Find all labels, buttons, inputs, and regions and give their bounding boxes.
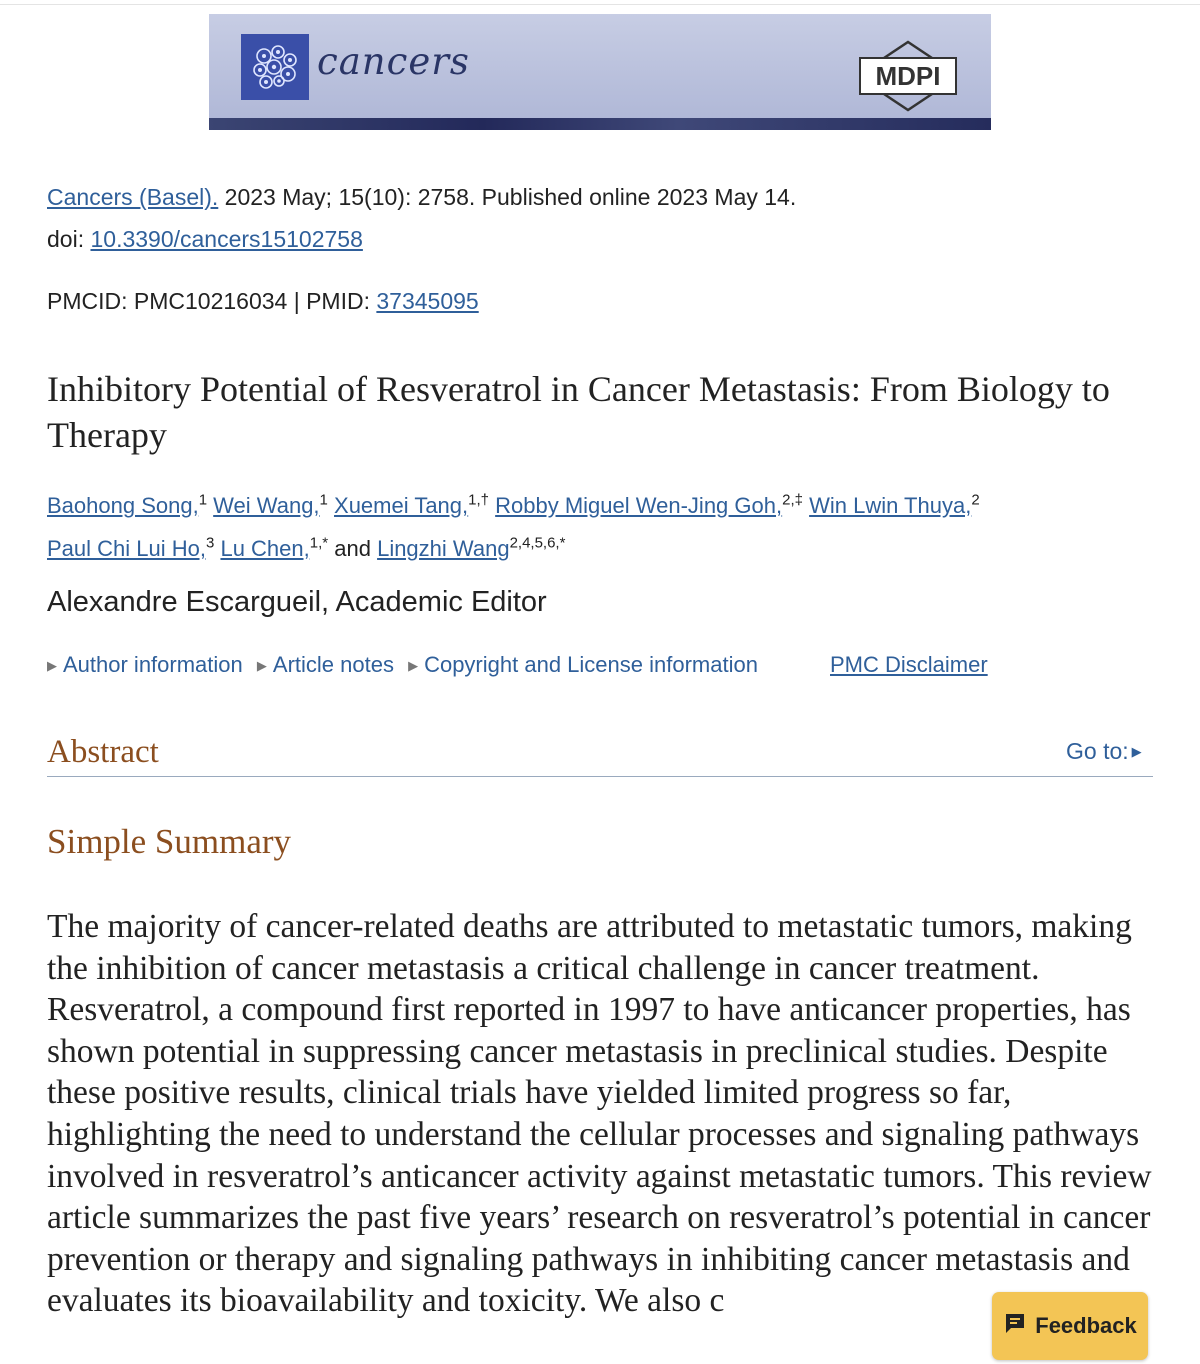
citation-line: [47, 184, 796, 211]
author-affiliation: 1: [319, 491, 328, 509]
pmid-link[interactable]: 37345095: [376, 288, 479, 314]
journal-name: cancers: [317, 40, 470, 83]
copyright-label: Copyright and License information: [424, 652, 758, 677]
author-link[interactable]: Baohong Song,: [47, 493, 199, 518]
article-title: Inhibitory Potential of Resveratrol in Cancer Metastasis: From Biology to Therapy: [47, 369, 1110, 455]
author-affiliation: 3: [205, 534, 215, 552]
author-link[interactable]: Win Lwin Thuya,: [809, 493, 972, 518]
author-affiliation: 2,4,5,6,*: [509, 534, 566, 552]
copyright-toggle[interactable]: [408, 652, 758, 677]
academic-editor: Alexandre Escargueil, Academic Editor: [47, 586, 547, 618]
abstract-divider: [47, 776, 1153, 777]
simple-summary-heading: Simple Summary: [47, 822, 292, 861]
abstract-heading: Abstract: [47, 734, 159, 770]
article-info-links: [47, 652, 988, 678]
feedback-label: Feedback: [1035, 1313, 1137, 1338]
doi-line: [47, 226, 363, 253]
goto-button[interactable]: [1066, 738, 1142, 765]
goto-label: Go to:: [1066, 738, 1129, 764]
pmc-disclaimer-link[interactable]: PMC Disclaimer: [830, 652, 988, 677]
journal-banner[interactable]: [209, 14, 991, 130]
top-divider: [0, 4, 1200, 5]
author-link[interactable]: Xuemei Tang,: [334, 493, 469, 518]
mdpi-logo: [854, 34, 962, 118]
author-link[interactable]: Wei Wang,: [213, 493, 320, 518]
and-word: and: [334, 536, 371, 561]
citation-details: 2023 May; 15(10): 2758. Published online 2023 May 14.: [218, 184, 797, 210]
banner-stripe: [209, 118, 991, 130]
simple-summary-text: The majority of cancer-related deaths are attributed to metastatic tumors, making the inhibition of cancer metastasis a critical challenge in cancer treatment. Resveratrol, a compound first reported in 1997 to have anticancer properties, has shown potential in suppressing cancer metastasis in preclinical studies. Despite these positive results, clinical trials have yielded limited progress so far, highlighting the need to understand the cellular processes and signaling pathways involved in resveratrol’s anticancer activity against metastatic tumors. This review article summarizes the past five years’ research on resveratrol’s potential in cancer prevention or therapy and signaling pathways in inhibiting cancer metastasis and evaluates its bioavailability and toxicity. We also c: [47, 908, 1152, 1320]
pmcid-line: [47, 288, 479, 315]
author-link[interactable]: Robby Miguel Wen-Jing Goh,: [495, 493, 783, 518]
triangle-right-icon: ▶: [408, 658, 419, 673]
author-information-label: Author information: [63, 652, 243, 677]
pmcid-label: PMCID: PMC10216034 | PMID:: [47, 288, 377, 314]
article-notes-toggle[interactable]: [257, 652, 394, 677]
author-affiliation: 1,*: [309, 534, 329, 552]
comment-icon: [1003, 1311, 1027, 1341]
triangle-right-icon: ▶: [1131, 744, 1142, 759]
feedback-button[interactable]: [992, 1292, 1148, 1360]
journal-link[interactable]: Cancers (Basel).: [47, 184, 219, 210]
doi-label: doi:: [47, 226, 91, 252]
triangle-right-icon: ▶: [47, 658, 57, 673]
author-affiliation: 2: [971, 491, 980, 509]
author-link[interactable]: Paul Chi Lui Ho,: [47, 536, 206, 561]
article-notes-label: Article notes: [272, 652, 394, 677]
cancers-logo-icon: [241, 34, 309, 100]
author-link[interactable]: Lu Chen,: [220, 536, 310, 561]
author-affiliation: 2,‡: [782, 491, 803, 509]
doi-link[interactable]: 10.3390/cancers15102758: [90, 226, 363, 252]
author-information-toggle[interactable]: [47, 652, 243, 677]
triangle-right-icon: ▶: [256, 658, 267, 673]
author-affiliation: 1,†: [468, 491, 490, 509]
author-affiliation: 1: [198, 491, 208, 509]
author-list: [47, 484, 1157, 570]
mdpi-text: MDPI: [875, 61, 941, 91]
author-link[interactable]: Lingzhi Wang: [377, 536, 510, 561]
